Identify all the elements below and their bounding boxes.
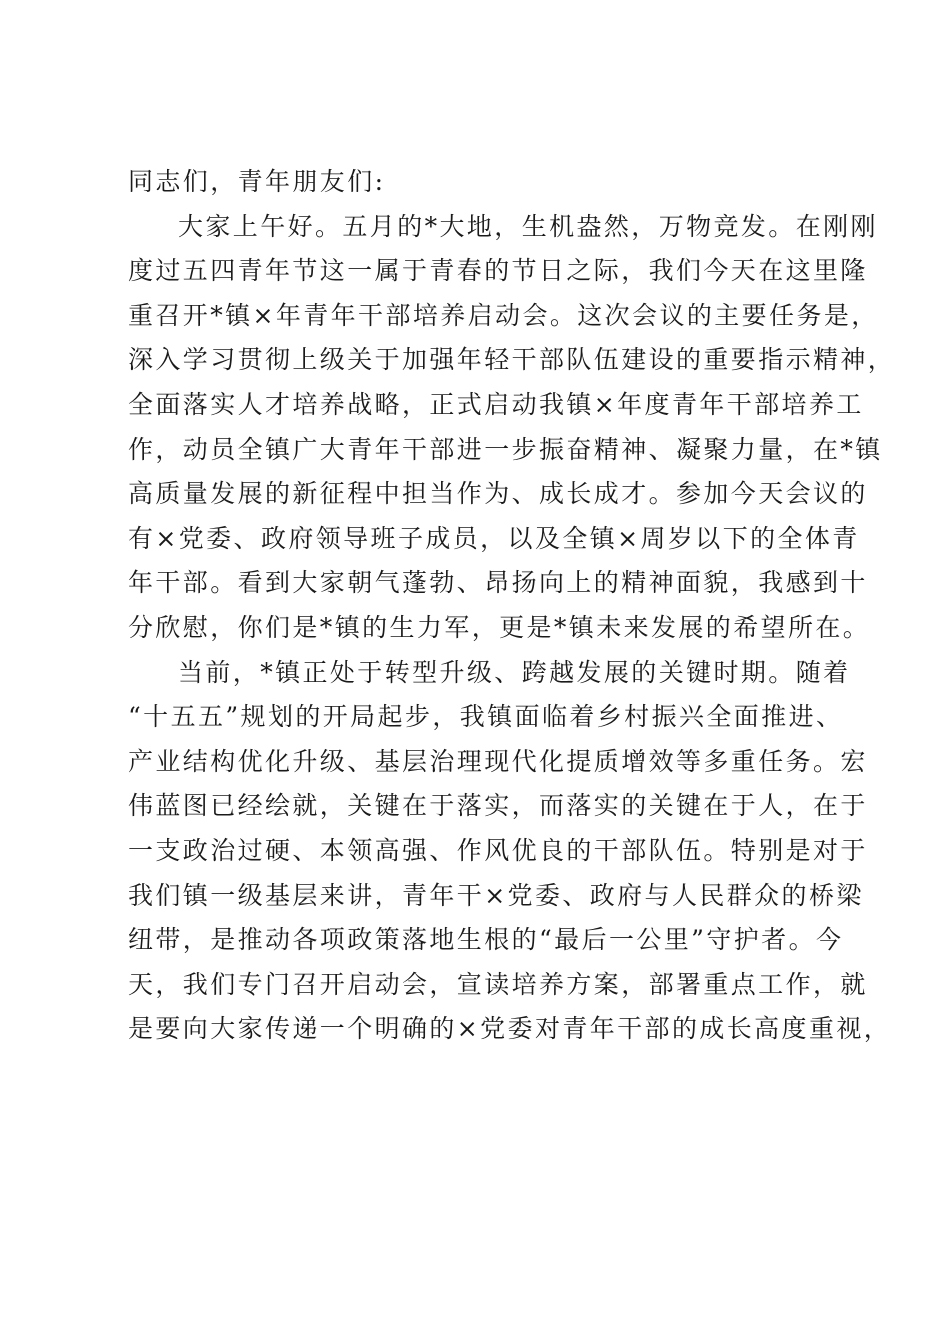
speech-body (128, 160, 896, 1052)
text-line: 深入学习贯彻上级关于加强年轻干部队伍建设的重要指示精神， (128, 345, 896, 375)
text-line: 我们镇一级基层来讲，青年干×党委、政府与人民群众的桥梁 (128, 880, 864, 910)
text-line: 度过五四青年节这一属于青春的节日之际，我们今天在这里隆 (128, 256, 868, 286)
text-line: 高质量发展的新征程中担当作为、成长成才。参加今天会议的 (128, 479, 868, 509)
text-line: 分欣慰，你们是*镇的生力军，更是*镇未来发展的希望所在。 (128, 612, 871, 642)
text-line: 是要向大家传递一个明确的×党委对青年干部的成长高度重视， (128, 1014, 892, 1044)
paragraph-context (128, 651, 892, 1052)
text-line: 重召开*镇×年青年干部培养启动会。这次会议的主要任务是， (128, 300, 879, 330)
text-line: 产业结构优化升级、基层治理现代化提质增效等多重任务。宏 (128, 746, 868, 776)
text-line: “十五五”规划的开局起步，我镇面临着乡村振兴全面推进、 (128, 702, 844, 732)
text-line: 年干部。看到大家朝气蓬勃、昂扬向上的精神面貌，我感到十 (128, 568, 868, 598)
text-line: 有×党委、政府领导班子成员，以及全镇×周岁以下的全体青 (128, 523, 860, 553)
salutation-text: 同志们，青年朋友们: (128, 167, 386, 196)
text-line: 当前，*镇正处于转型升级、跨越发展的关键时期。随着 (178, 657, 851, 687)
paragraph-opening (128, 205, 896, 651)
text-line: 作，动员全镇广大青年干部进一步振奋精神、凝聚力量，在*镇 (128, 434, 883, 464)
text-line: 大家上午好。五月的*大地，生机盎然，万物竞发。在刚刚 (178, 211, 878, 241)
text-line: 一支政治过硬、本领高强、作风优良的干部队伍。特别是对于 (128, 835, 868, 865)
text-line: 全面落实人才培养战略，正式启动我镇×年度青年干部培养工 (128, 389, 864, 419)
salutation (128, 160, 828, 205)
text-line: 伟蓝图已经绘就，关键在于落实，而落实的关键在于人，在于 (128, 791, 868, 821)
text-line: 天，我们专门召开启动会，宣读培养方案，部署重点工作，就 (128, 969, 868, 999)
text-line: 纽带，是推动各项政策落地生根的“最后一公里”守护者。今 (128, 925, 844, 955)
